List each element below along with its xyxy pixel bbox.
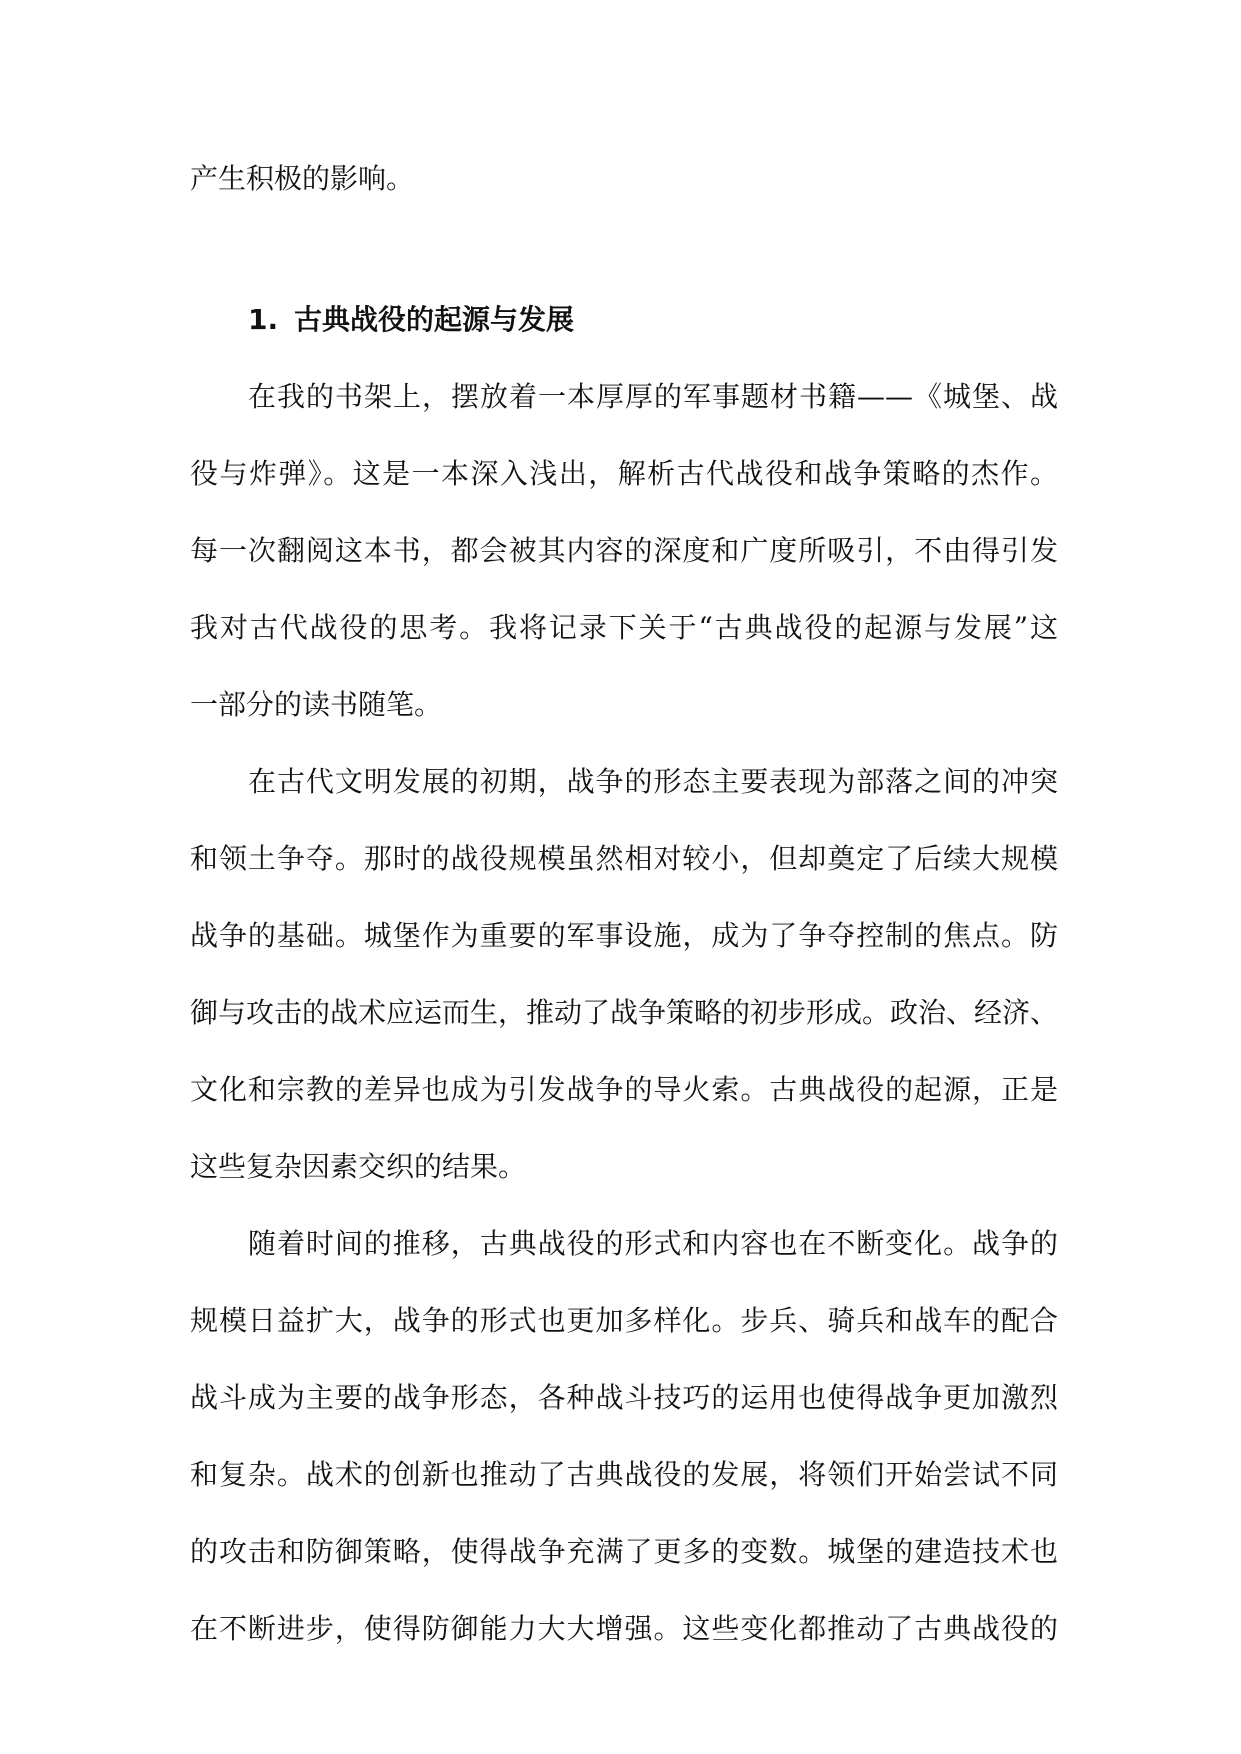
paragraph-line: 战争的基础。城堡作为重要的军事设施，成为了争夺控制的焦点。防 xyxy=(190,919,1058,952)
paragraph-line: 这些复杂因素交织的结果。 xyxy=(190,1150,527,1183)
paragraph-line: 在古代文明发展的初期，战争的形态主要表现为部落之间的冲突 xyxy=(248,765,1058,798)
paragraph-line: 文化和宗教的差异也成为引发战争的导火索。古典战役的起源，正是 xyxy=(190,1073,1058,1106)
paragraph-line: 战斗成为主要的战争形态，各种战斗技巧的运用也使得战争更加激烈 xyxy=(190,1381,1058,1414)
page-content xyxy=(190,140,1058,1667)
paragraph-line: 役与炸弹》。这是一本深入浅出，解析古代战役和战争策略的杰作。 xyxy=(190,457,1058,490)
paragraph-line: 在不断进步，使得防御能力大大增强。这些变化都推动了古典战役的 xyxy=(190,1612,1058,1645)
section-number: 1. xyxy=(248,303,279,336)
paragraph-3 xyxy=(190,1205,1058,1667)
section-heading xyxy=(190,281,1058,358)
paragraph-line: 每一次翻阅这本书，都会被其内容的深度和广度所吸引，不由得引发 xyxy=(190,534,1058,567)
paragraph-2 xyxy=(190,743,1058,1205)
paragraph-1 xyxy=(190,358,1058,743)
paragraph-line: 御与攻击的战术应运而生，推动了战争策略的初步形成。政治、经济、 xyxy=(190,996,1059,1029)
paragraph-line: 随着时间的推移，古典战役的形式和内容也在不断变化。战争的 xyxy=(248,1227,1058,1260)
paragraph-line: 在我的书架上，摆放着一本厚厚的军事题材书籍——《城堡、战 xyxy=(248,380,1058,413)
paragraph-line: 一部分的读书随笔。 xyxy=(190,688,443,721)
section-title: 古典战役的起源与发展 xyxy=(294,303,575,336)
paragraph-line: 和复杂。战术的创新也推动了古典战役的发展，将领们开始尝试不同 xyxy=(190,1458,1058,1491)
paragraph-line: 我对古代战役的思考。我将记录下关于“古典战役的起源与发展”这 xyxy=(190,611,1058,644)
paragraph-line: 和领土争夺。那时的战役规模虽然相对较小，但却奠定了后续大规模 xyxy=(190,842,1058,875)
paragraph-line: 规模日益扩大，战争的形式也更加多样化。步兵、骑兵和战车的配合 xyxy=(190,1304,1058,1337)
intro-line: 产生积极的影响。 xyxy=(190,162,415,195)
paragraph-line: 的攻击和防御策略，使得战争充满了更多的变数。城堡的建造技术也 xyxy=(190,1535,1058,1568)
